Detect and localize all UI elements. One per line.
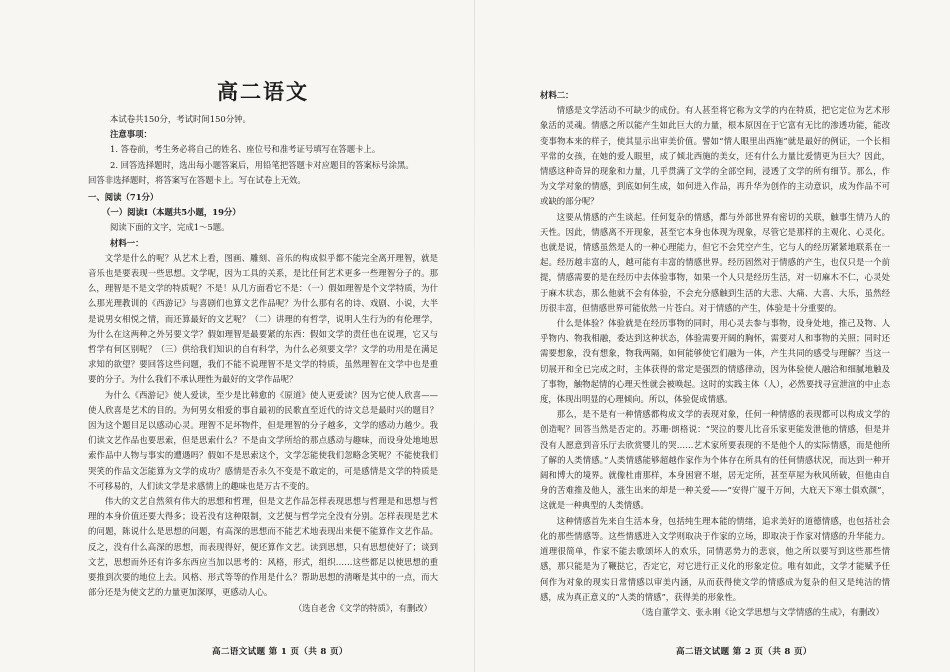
paragraph: 伟大的文艺自然须有伟大的思想和哲理，但是文艺作品怎样表现思想与哲理是和思想与哲理的本身价值还要大得多；设若没有这种限制，文艺便与哲学完全没有分别。怎样表现是艺术的问题，陈说什么是思想的问题，有高深的思想而不能艺术地表现出来便不能算作文艺作品。反之，没有什么高深的思想，而表现得好，便还算作文艺。读到思想，只有思想使好了；谈到文艺，思想而外还有许多东西应当加以思考的：风格，形式，组织……这些都足以使思想的重要推到次要的地位上去。风格、形式等等的作用是什么？帮助思想的清晰是其中的一点，而大部分还是为使文艺的力量更加深厚，更感动人心。 [88,496,438,598]
paragraph: 情感是文学活动不可缺少的成份。有人甚至将它称为文学的内在特质，把它定位为艺术形象活的灵魂。情感之所以能产生如此巨大的力量，根本原因在于它富有无比的渗透功能，能改变事物本来的样子，使其显示出审美价值。譬如“情人眼里出西施”就是最好的例证，一个长相平常的女孩，在她的爱人眼里，成了倾北西施的美女，还有什么力量比爱情更为巨大？因此，情感这种奇异的现象和力量，几乎贯满了文学的全部空间，浸透了文学的所有细节。那么，作为文学对象的情感，到底如何生成，如何进入作品，再升华为创作的主动意识，成为作品不可或缺的部分呢？ [540,105,890,207]
note-score: 本试卷共150分，考试时间150分钟。 [110,114,251,124]
material-one-label: 材料一： [110,237,144,248]
section-heading: 一、阅读（71分） [88,192,159,203]
page-footer: 高二语文试题 第 2 页（共 8 页） [676,647,812,657]
material-two-label: 材料二： [540,90,574,100]
paragraph: 那么，是不是有一种情感都构成文学的表现对象，任何一种情感的表现都可以构成文学的创造呢？回答当然是否定的。苏珊·朗格说：“哭泣的婴儿比音乐家更能发泄他的情感，但是并没有人愿意到音乐厅去欣赏婴儿的哭……艺术家所要表现的不是他个人的实际情感，而是他所了解的人类情感。”人类情感能够超越作家作为个体存在所具有的任何情感状况，而达到一种开阔和博大的境界。就像杜甫那样，本身困窘不堪，居无定所，甚至草屋为秋风所破，但他由自身的苦难推及他人，涨生出来的却是一种关爱——“安得广厦千万间，大庇天下寒士俱欢颜”，这就是一种典型的人类情感。 [540,409,890,511]
paragraph: 为什么《西游记》使人爱读，至少是比韩愈的《原道》使人更爱读？因为它使人欣喜——使人欣喜是艺术的目的。为何男女相爱的事自最初的民歌直至近代的诗文总是最时兴的题目？因为这个题目足以感动心灵。理智不足坏物件，但是理智的分子越多，文学的感动力越少。我们读文艺作品也要思索，但是思索什么？不是由文学所给的那点感动与趣味，而设身处地地思索作品中人物与事实的遭遇吗？假如不是思索这个，文学怎能使我们忽略念笑呢？不能使我们哭笑的作品文怎能算为文学的成功？感情是否永久不变是不敢定的，可是感情是文学的特质是不可移易的，人们读文学是求感情上的趣味也是万古不变的。 [88,389,438,491]
exam-title: 高二语文 [217,79,309,104]
reading-instruction: 阅读下面的文字，完成1～5题。 [110,222,230,233]
subsection-heading: （一）阅读Ⅰ（本题共5小题，19分） [102,207,241,218]
note-item-1: 1. 答卷前，考生务必将自己的姓名、座位号和准考证号填写在答题卡上。 [110,144,381,155]
note-heading: 注意事项： [110,129,152,140]
exam-notes [88,112,438,173]
paragraph: 这要从情感的产生谈起。任何复杂的情感，都与外部世界有密切的关联，触事生情乃人的天性。因此，情感离不开现象，甚至它本身也体现为现象，尽管它是那样的主观化、心灵化。也就是说，情感虽然是人的一种心理能力，但它不会凭空产生，它与人的经历紧紧地联系在一起。经历越丰富的人，越可能有丰富的情感世界。经历固然对于情感的产生，也仅只是一个前提，情感需要的是在经历中去体验事物，如果一个人只是经历生活，对一切麻木不仁，心灵处于麻木状态，那么他就不会有体验，不会充分感触到生活的大悲、大痛、大喜、大乐，虽然经历很丰富，但情感世界可能依然一片苍白。对于情感的产生，体验是十分重要的。 [540,211,890,313]
page-footer: 高二语文试题 第 1 页（共 8 页） [212,647,348,657]
page-2 [540,0,890,672]
page-1 [88,0,438,672]
note-item-2: 2. 回答选择题时，选出每小题答案后，用铅笔把答题卡对应题目的答案标号涂黑。 [110,159,414,170]
source-citation: （选自董学文、张永刚《论文学思想与文学情感的生成》，有删改） [636,606,884,617]
paragraph: 文学是什么的呢？从艺术上看，图画、雕刻、音乐的构成似乎都不能完全离开理智，就是音乐也是要表现一些思想。文学呢，因为工具的关系，是比任何艺术更多一些理智分子的。那么，理智是不是文学的特质呢？不是！从几方面看它不是：（一）假如理智是个文学特质，为什么那光理教训的《西游记》与喜剧们也算文艺作品呢？为什么那有名的诗、戏剧、小说，大半是说男女相悦之情，而还算最好的文艺呢？（二）讲理的有哲学，说明人生行为的有伦理学，为什么在这两种之外另要文学？假如理智是最要紧的东西：假如文学的责任也在说理，它又与哲学有何区别呢？（三）供给我们知识的自有科学，为什么必须要文学？文学的功用是在满足求知的欲望？要回答这些问题，我们不能不说理智不是文学的特质，虽然理智在文学中也是重要的分子。为什么我们不承认理性为最好的文学作品呢？ [88,252,438,385]
source-citation: （选自老舍《文学的特质》，有删改） [293,602,432,613]
paragraph: 什么是体验？体验就是在经历事物的同时，用心灵去参与事物，设身处地，推己及物、人乎物内、物我相融，委达到这种状态，体验需要开阔的胸怀，需要对人和事物的关照；同时还需要想象，没有想象，物我两隔，如何能够使它们融为一体，产生共同的感受与理解？当这一切展开和全已完成之时，主体获得的常定是强烈的情感律动，因为体验使人融洽和细腻地触及了事物，触物起情的心理天性就会被唤起。这时的实践主体（人），必然要找寻宣泄渲的中止态度，体现出明显的心理倾向。所以，体验促成情感。 [540,318,890,405]
center-fold [474,0,475,672]
note-item-2-cont: 回答非选择题时，将答案写在答题卡上。写在试卷上无效。 [88,174,306,185]
paragraph: 这种情感首先来自生活本身，包括纯生理本能的情绪，追求美好的道德情感，也包括社会化的那些情感等。这些情感进入文学则取决于作家的立场，即取决于作家对情感的升华能力。道理很简单，作家不能去歌颂坏人的欢乐，同情恶势力的悲哀，他之所以要写到这些那些情感，那只能是为了鞭挞它，否定它，对它进行正义化的形象定位。唯有如此，文学才能赋予任何作为对象的现实日常情感以审美内涵，从而获得使文学的情感成为复杂的但又是纯洁的情感，成为真正意义的“人类的情感”，获得美的形象性。 [540,515,890,602]
